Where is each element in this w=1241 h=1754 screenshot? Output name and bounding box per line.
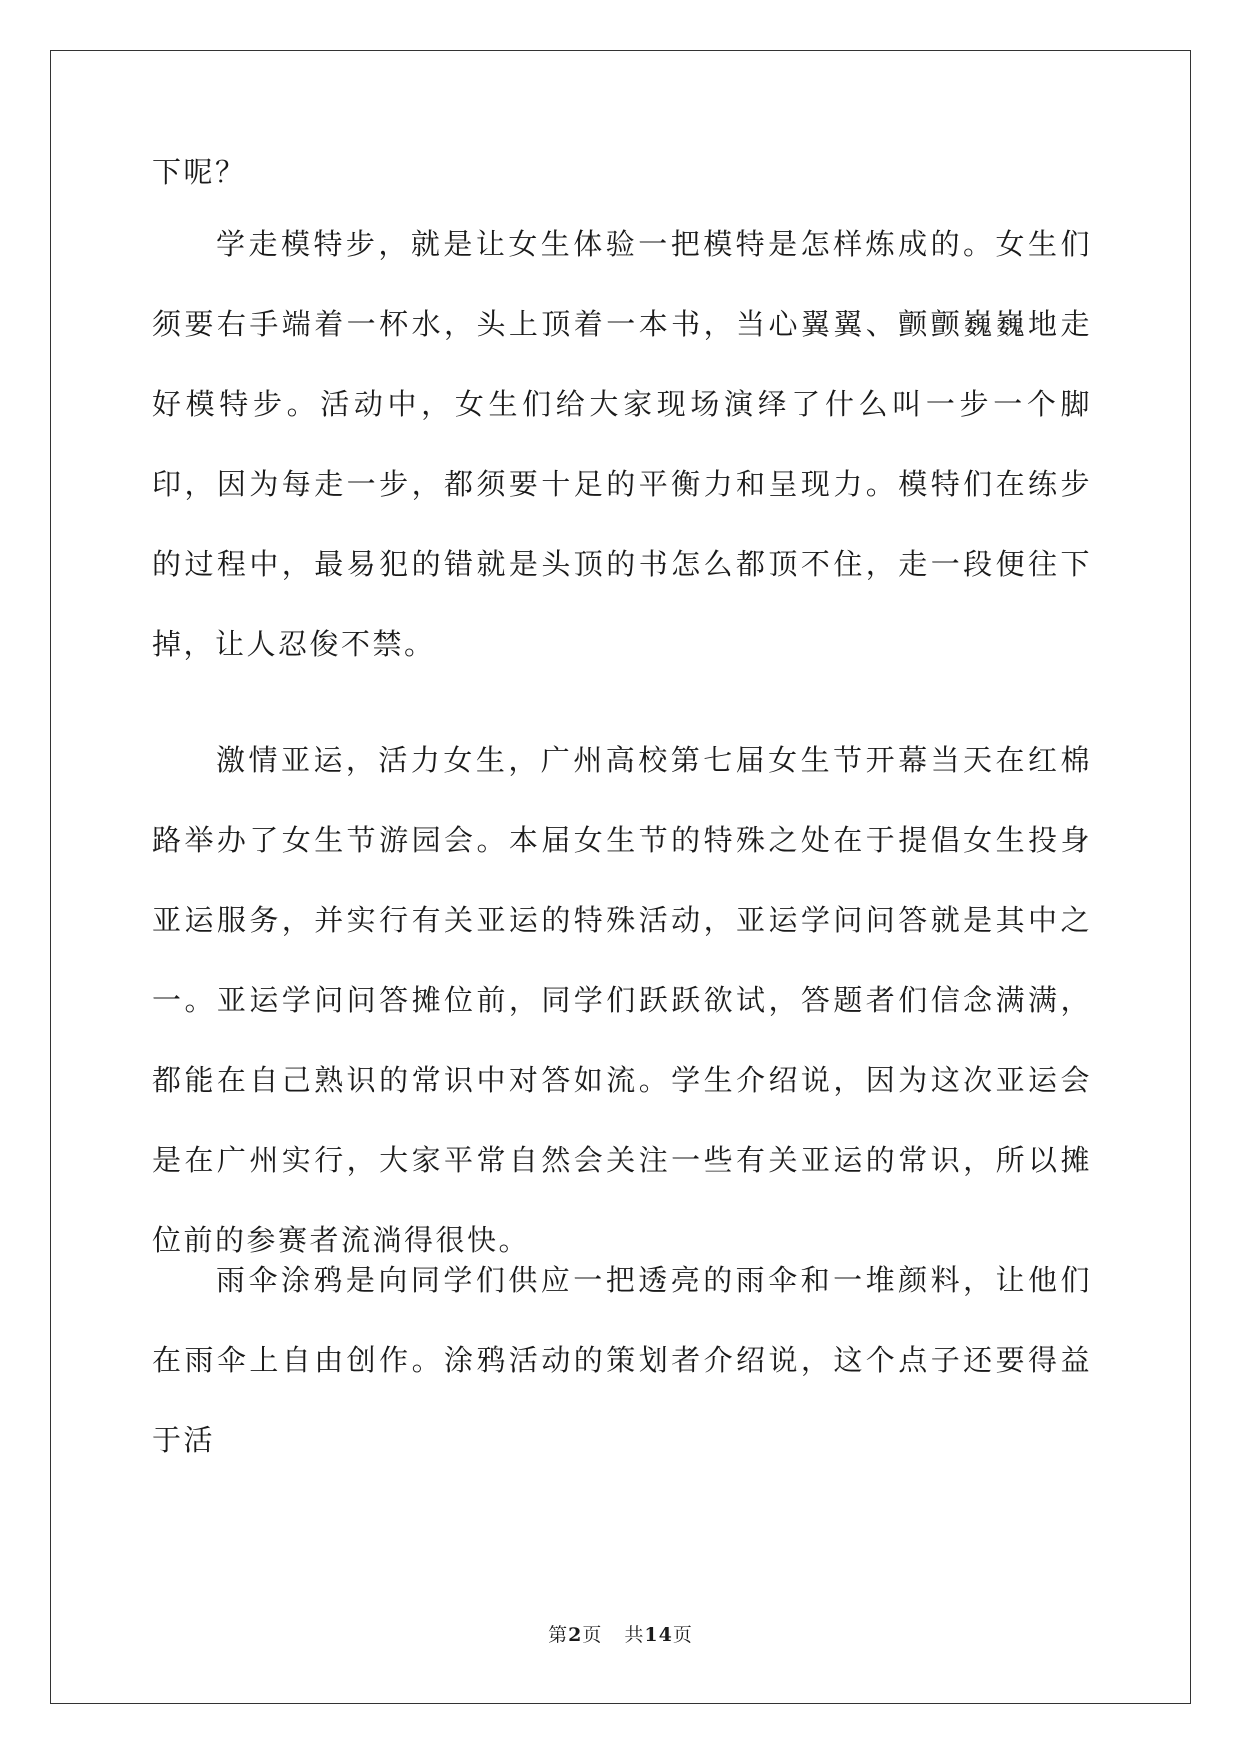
footer-total-pages: 14 <box>644 1624 673 1646</box>
footer-page-suffix: 页 <box>582 1624 603 1646</box>
paragraph-umbrella-graffiti: 雨伞涂鸦是向同学们供应一把透亮的雨伞和一堆颜料，让他们在雨伞上自由创作。涂鸦活动的策划者介绍说，这个点子还要得益于活 <box>152 1263 1092 1457</box>
footer-total-suffix: 页 <box>672 1624 693 1646</box>
footer-page-number: 2 <box>568 1624 583 1646</box>
paragraph-model-walk: 学走模特步，就是让女生体验一把模特是怎样炼成的。女生们须要右手端着一杯水，头上顶着一本书，当心翼翼、颤颤巍巍地走好模特步。活动中，女生们给大家现场演绎了什么叫一步一个脚印，因为每走一步，都须要十足的平衡力和呈现力。模特们在练步的过程中，最易犯的错就是头顶的书怎么都顶不住，走一段便往下掉，让人忍俊不禁。 <box>152 227 1092 661</box>
paragraph-continuation: 下呢？ <box>152 155 247 189</box>
footer-total-prefix: 共 <box>624 1624 645 1646</box>
page-footer <box>0 1620 1241 1647</box>
footer-prefix: 第 <box>548 1624 569 1646</box>
paragraph-asian-games: 激情亚运，活力女生，广州高校第七届女生节开幕当天在红棉路举办了女生节游园会。本届女生节的特殊之处在于提倡女生投身亚运服务，并实行有关亚运的特殊活动，亚运学问问答就是其中之一。亚运学问问答摊位前，同学们跃跃欲试，答题者们信念满满，都能在自己熟识的常识中对答如流。学生介绍说，因为这次亚运会是在广州实行，大家平常自然会关注一些有关亚运的常识，所以摊位前的参赛者流淌得很快。 <box>152 743 1092 1257</box>
